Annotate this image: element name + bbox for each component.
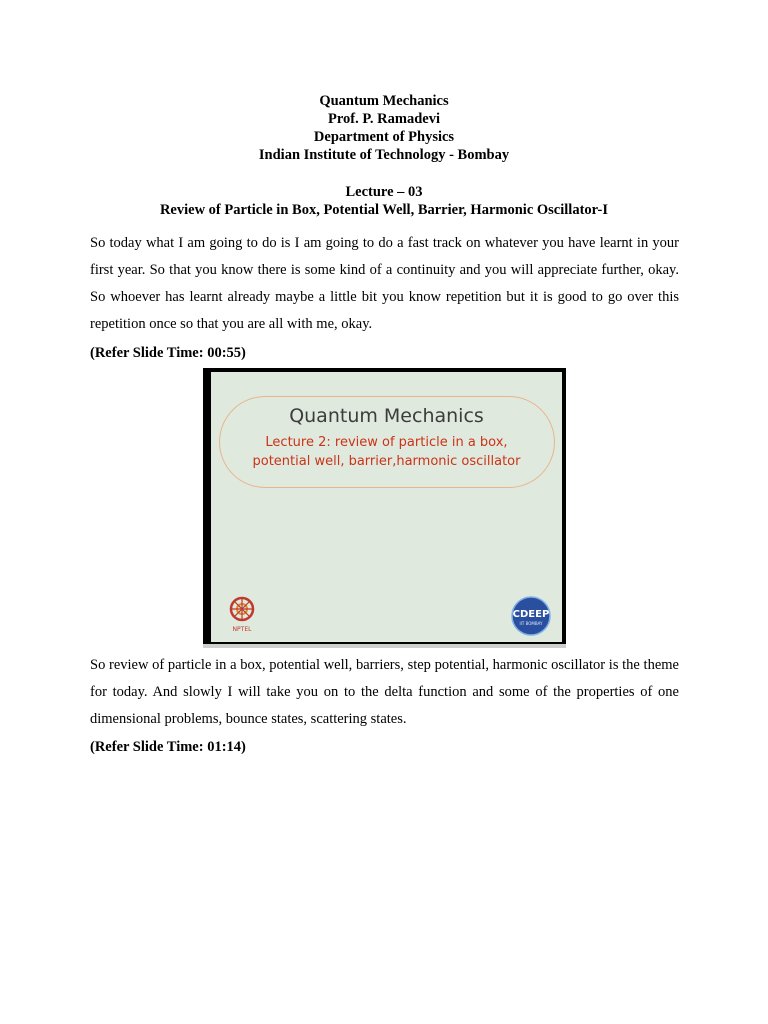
department-name: Department of Physics	[313, 129, 455, 145]
course-title: Quantum Mechanics	[319, 93, 449, 109]
institute-name: Indian Institute of Technology - Bombay	[258, 147, 510, 163]
slide-content	[211, 372, 562, 642]
paragraph-2: So review of particle in a box, potential well, barriers, step potential, harmonic oscillator is the theme for today. And slowly I will take you on to the delta function and some of the properties of one dimensional problems, bounce states, scattering states.	[90, 657, 679, 727]
document-header	[0, 92, 768, 164]
refer-slide-time-2: (Refer Slide Time: 01:14)	[90, 739, 246, 755]
professor-name: Prof. P. Ramadevi	[328, 111, 440, 127]
cdeep-logo-subtext: IIT BOMBAY	[519, 621, 543, 626]
cdeep-logo-icon	[511, 596, 551, 636]
lecture-number: Lecture – 03	[345, 184, 423, 200]
cdeep-logo-text: CDEEP	[512, 609, 550, 620]
nptel-logo-icon	[225, 594, 259, 634]
slide-subtitle-line2: potential well, barrier,harmonic oscillator	[252, 454, 521, 469]
slide-subtitle	[211, 433, 562, 471]
slide-image	[203, 368, 566, 648]
slide-title: Quantum Mechanics	[289, 405, 484, 427]
lecture-heading	[0, 183, 768, 219]
lecture-title: Review of Particle in Box, Potential Well, Barrier, Harmonic Oscillator-I	[159, 202, 609, 218]
video-progress-bar	[203, 644, 566, 648]
slide-subtitle-line1: Lecture 2: review of particle in a box,	[265, 435, 508, 450]
paragraph-1: So today what I am going to do is I am going to do a fast track on whatever you have learnt in your first year. So that you know there is some kind of a continuity and you will appreciate further, okay. So whoever has learnt already maybe a little bit you know repetition but it is good to go over this repetition once so that you are all with me, okay.	[90, 235, 679, 332]
nptel-logo-text: NPTEL	[232, 626, 252, 633]
refer-slide-time-1: (Refer Slide Time: 00:55)	[90, 345, 246, 361]
